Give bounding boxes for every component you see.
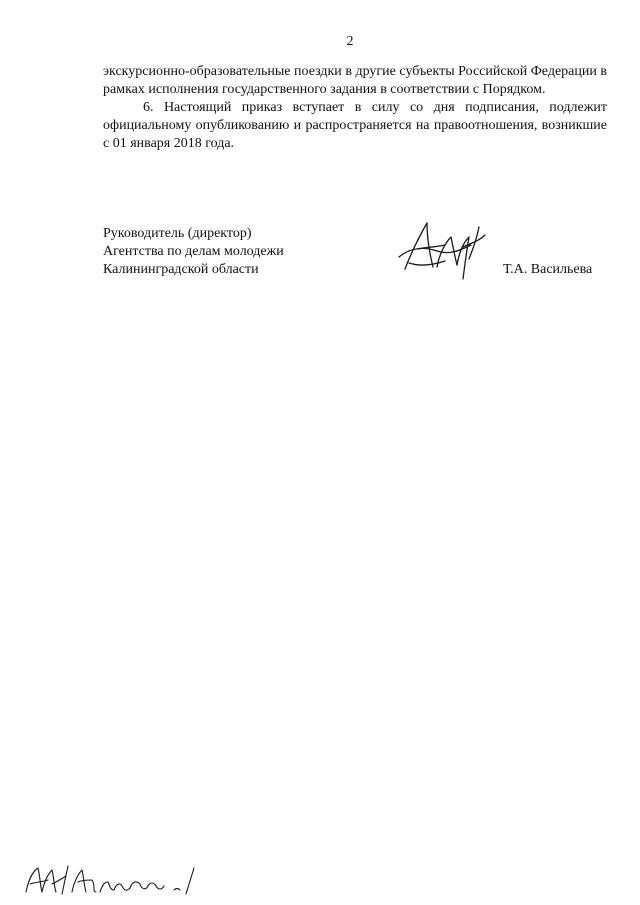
body-text: [103, 63, 607, 153]
page-number: 2: [346, 34, 354, 49]
paragraph-continuation: экскурсионно-образовательные поездки в другие субъекты Российской Федерации в рамках исполнения государственного задания в соответствии с Порядком.: [103, 64, 607, 97]
signer-title-line: Руководитель (директор): [103, 226, 252, 241]
signer-title-line: Калининградской области: [103, 262, 259, 277]
signer-title-line: Агентства по делам молодежи: [103, 244, 284, 259]
handwritten-signature: [393, 207, 493, 287]
footer-handwritten-initials: [22, 862, 202, 898]
signer-name: Т.А. Васильева: [503, 262, 593, 277]
signature-block: [103, 225, 607, 295]
paragraph-6: 6. Настоящий приказ вступает в силу со дня подписания, подлежит официальному опубликованию и распространяется на правоотношения, возникшие с 01 января 2018 года.: [103, 100, 607, 151]
